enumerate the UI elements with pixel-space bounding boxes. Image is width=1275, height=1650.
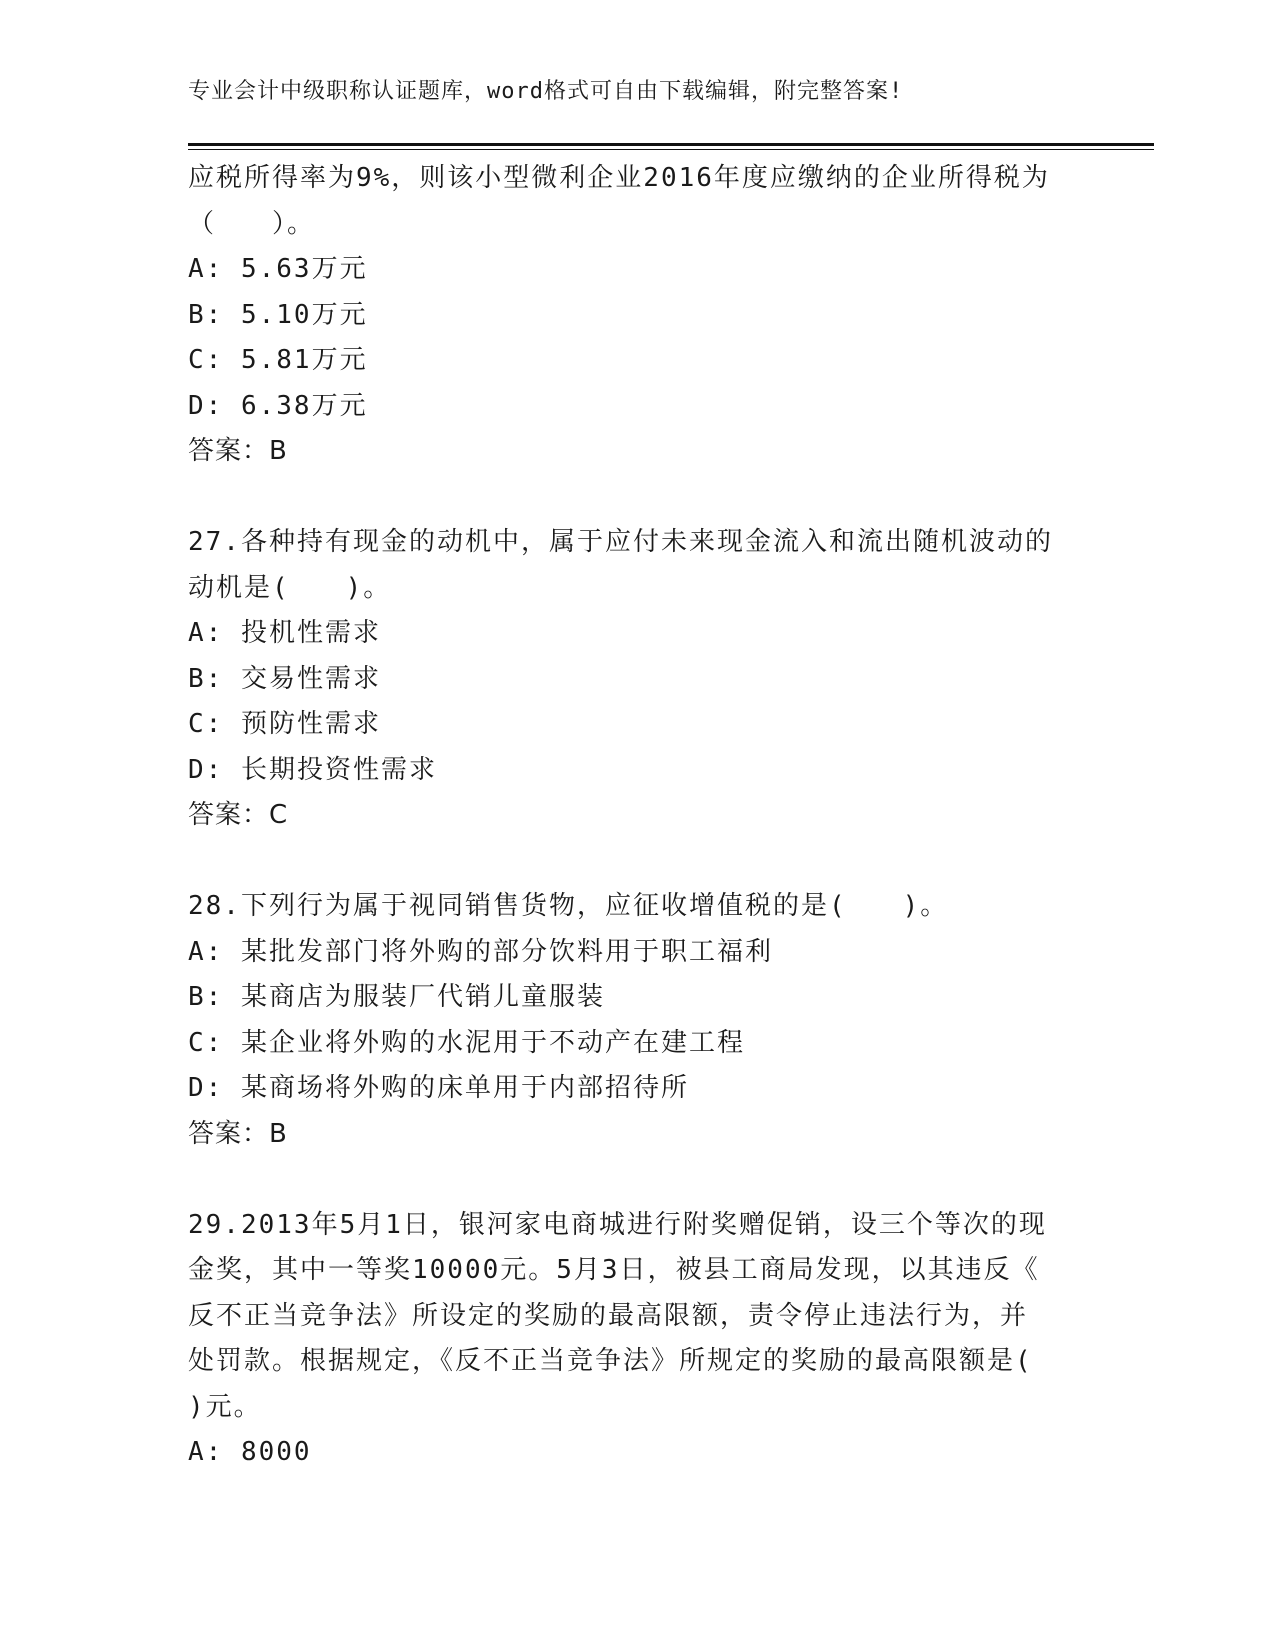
- spacer: [188, 1157, 1088, 1203]
- header-rule-thin: [188, 149, 1154, 150]
- header-rule-thick: [188, 143, 1154, 146]
- question-26-tail: [188, 156, 1088, 475]
- answer: 答案：C: [188, 800, 289, 830]
- option-a: A: 8000: [188, 1437, 312, 1467]
- option-a: A: 5.63万元: [188, 254, 368, 284]
- question-text-line: 金奖，其中一等奖10000元。5月3日，被县工商局发现，以其违反《: [188, 1255, 1040, 1285]
- question-text-line: 动机是( )。: [188, 572, 392, 603]
- answer: 答案：B: [188, 1118, 288, 1149]
- spacer: [188, 839, 1088, 885]
- option-d: D: 6.38万元: [188, 390, 368, 421]
- option-b: B: 5.10万元: [188, 299, 368, 330]
- question-text-line: 反不正当竞争法》所设定的奖励的最高限额，责令停止违法行为，并: [188, 1300, 1029, 1331]
- question-text-line: 29.2013年5月1日，银河家电商城进行附奖赠促销，设三个等次的现: [188, 1209, 1047, 1240]
- option-d: D: 某商场将外购的床单用于内部招待所: [188, 1073, 689, 1103]
- question-content: [188, 156, 1088, 1476]
- question-29: [188, 1203, 1088, 1476]
- question-text-line: 处罚款。根据规定，《反不正当竞争法》所规定的奖励的最高限额是(: [188, 1346, 1033, 1376]
- question-text-line: （ ）。: [188, 208, 316, 239]
- option-c: C: 某企业将外购的水泥用于不动产在建工程: [188, 1027, 745, 1058]
- answer: 答案：B: [188, 436, 288, 466]
- option-a: A: 投机性需求: [188, 618, 381, 648]
- question-text-line: 28.下列行为属于视同销售货物，应征收增值税的是( )。: [188, 891, 949, 921]
- question-28: [188, 884, 1088, 1157]
- question-text-line: )元。: [188, 1391, 262, 1422]
- option-b: B: 交易性需求: [188, 663, 381, 694]
- question-text-line: 应税所得率为9%，则该小型微利企业2016年度应缴纳的企业所得税为: [188, 163, 1050, 193]
- option-d: D: 长期投资性需求: [188, 754, 437, 785]
- option-b: B: 某商店为服装厂代销儿童服装: [188, 982, 605, 1012]
- page-header: 专业会计中级职称认证题库，word格式可自由下载编辑，附完整答案!: [188, 79, 904, 104]
- option-c: C: 5.81万元: [188, 345, 368, 375]
- option-c: C: 预防性需求: [188, 709, 381, 739]
- question-text-line: 27.各种持有现金的动机中，属于应付未来现金流入和流出随机波动的: [188, 527, 1053, 557]
- question-27: [188, 520, 1088, 839]
- option-a: A: 某批发部门将外购的部分饮料用于职工福利: [188, 936, 773, 967]
- spacer: [188, 475, 1088, 521]
